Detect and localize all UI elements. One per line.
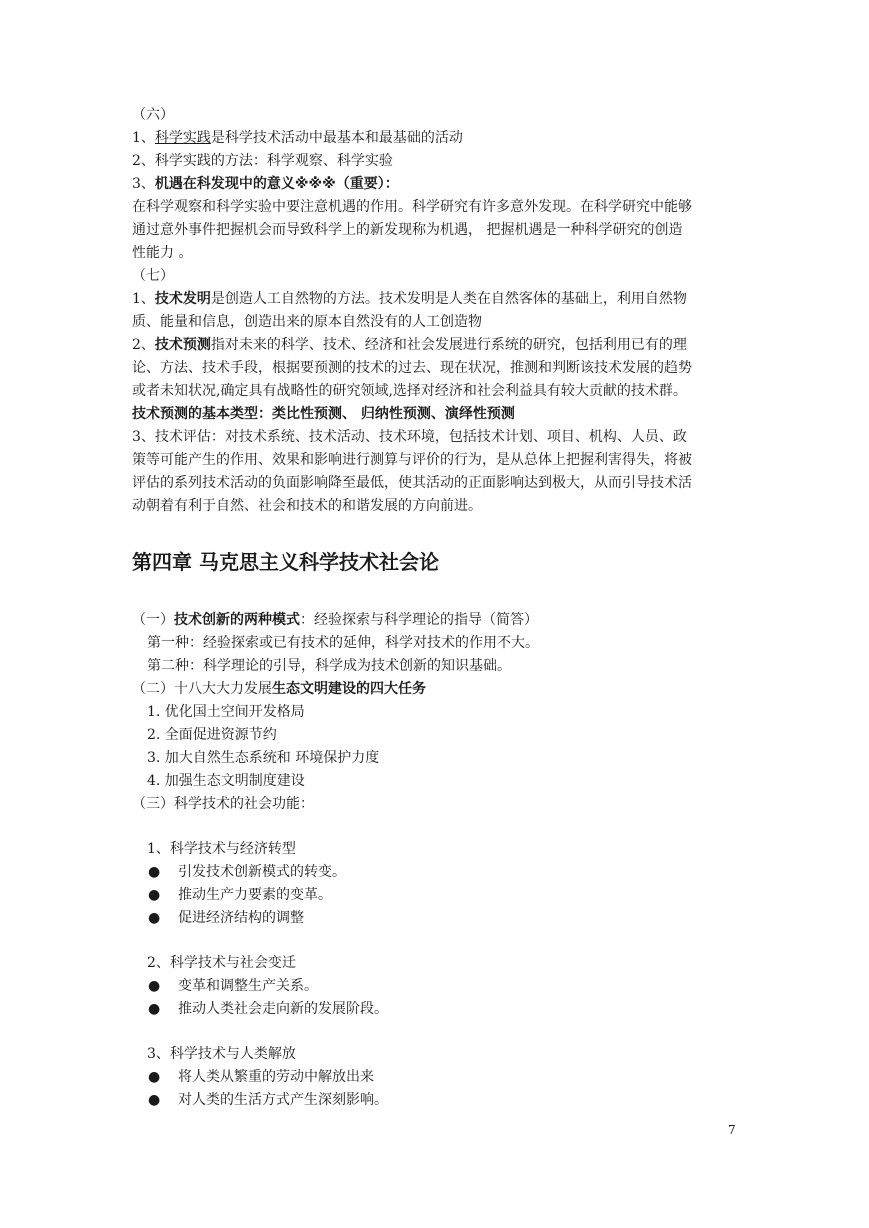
- ch4-section-1-text: ：经验探索与科学理论的指导（简答）: [300, 612, 538, 628]
- sec7-item-1: [132, 288, 742, 310]
- ch4-section-2: [132, 678, 742, 700]
- sec6-item-1-text: 是科学技术活动中最基本和最基础的活动: [210, 130, 463, 146]
- sec7-item-2-line-3: 或者未知状况,确定具有战略性的研究领域,选择对经济和社会利益具有较大贡献的技术群。: [132, 383, 687, 399]
- sec7-item-2-line-2: 论、方法、技术手段，根据要预测的技术的过去、现在状况，推测和判断该技术发展的趋势: [132, 360, 692, 376]
- sec6-item-3: [132, 173, 742, 195]
- innovation-modes-term: 技术创新的两种模式: [174, 612, 300, 628]
- four-tasks-term: 生态文明建设的四大任务: [272, 681, 426, 697]
- task-item: 4. 加强生态文明制度建设: [147, 773, 305, 789]
- function-item: 对人类的生活方式产生深刻影响。: [178, 1092, 388, 1108]
- function-group-3-title: 3、科学技术与人类解放: [147, 1046, 296, 1062]
- function-item: 推动生产力要素的变革。: [178, 887, 332, 903]
- function-item: 引发技术创新模式的转变。: [178, 864, 346, 880]
- tech-forecast-term: 技术预测: [154, 337, 211, 353]
- sec7-item-1-prefix: 1、: [132, 291, 155, 307]
- ch4-section-2-prefix: （二）十八大大力发展: [132, 681, 272, 697]
- sec7-item-1-line-2: 质、能量和信息，创造出来的原本自然没有的人工创造物: [132, 314, 482, 330]
- page-number: 7: [728, 1123, 736, 1137]
- function-item: 将人类从繁重的劳动中解放出来: [178, 1069, 374, 1085]
- section-6-heading: （六）: [132, 107, 174, 123]
- opportunity-paragraph-line-1: 在科学观察和科学实验中要注意机遇的作用。科学研究有许多意外发现。在科学研究中能够: [132, 199, 692, 215]
- mode-1: 第一种：经验探索或已有技术的延伸，科学对技术的作用不大。: [147, 635, 539, 651]
- bullet-icon: ●: [148, 887, 161, 903]
- sec6-item-1-prefix: 1、: [132, 130, 155, 146]
- bullet-icon: ●: [148, 864, 161, 880]
- sec7-item-2-prefix: 2、: [132, 337, 155, 353]
- ch4-section-3: （三）科学技术的社会功能：: [132, 796, 314, 812]
- sec6-item-3-prefix: 3、: [132, 176, 155, 192]
- function-item: 推动人类社会走向新的发展阶段。: [178, 1001, 388, 1017]
- sec7-item-2: [132, 334, 742, 356]
- bullet-icon: ●: [148, 1069, 161, 1085]
- bullet-icon: ●: [148, 978, 161, 994]
- opportunity-paragraph-line-2: 通过意外事件把握机会而导致科学上的新发现称为机遇， 把握机遇是一种科学研究的创造: [132, 222, 683, 238]
- mode-2: 第二种：科学理论的引导，科学成为技术创新的知识基础。: [147, 658, 511, 674]
- task-item: 3. 加大自然生态系统和 环境保护力度: [147, 750, 380, 766]
- forecast-types: 技术预测的基本类型：类比性预测、 归纳性预测、演绎性预测: [132, 406, 515, 422]
- opportunity-paragraph-line-3: 性能力 。: [132, 245, 193, 261]
- science-practice-term: 科学实践: [154, 130, 211, 146]
- bullet-icon: ●: [148, 1001, 161, 1017]
- sec6-item-2: 2、科学实践的方法：科学观察、科学实验: [132, 153, 393, 169]
- sec7-item-2-text: 指对未来的科学、技术、经济和社会发展进行系统的研究，包括利用已有的理: [210, 337, 687, 353]
- function-item: 变革和调整生产关系。: [178, 978, 318, 994]
- tech-assessment-line-3: 评估的系列技术活动的负面影响降至最低，使其活动的正面影响达到极大，从而引导技术活: [132, 475, 692, 491]
- sec6-item-1: [132, 127, 742, 149]
- bullet-icon: ●: [148, 910, 161, 926]
- ch4-section-1-prefix: （一）: [132, 612, 174, 628]
- task-item: 2. 全面促进资源节约: [147, 727, 277, 743]
- function-item: 促进经济结构的调整: [178, 910, 304, 926]
- opportunity-heading: 机遇在科发现中的意义※※※（重要）：: [154, 176, 399, 192]
- tech-invention-term: 技术发明: [154, 291, 211, 307]
- tech-assessment-line-2: 策等可能产生的作用、效果和影响进行测算与评价的行为，是从总体上把握利害得失，将被: [132, 452, 692, 468]
- sec7-item-1-text: 是创造人工自然物的方法。技术发明是人类在自然客体的基础上，利用自然物: [210, 291, 687, 307]
- function-group-2-title: 2、科学技术与社会变迁: [147, 955, 296, 971]
- task-item: 1. 优化国土空间开发格局: [147, 704, 305, 720]
- ch4-section-1: [132, 609, 742, 631]
- section-7-heading: （七）: [132, 268, 174, 284]
- tech-assessment-line-1: 3、技术评估：对技术系统、技术活动、技术环境，包括技术计划、项目、机构、人员、政: [132, 429, 687, 445]
- tech-assessment-line-4: 动朝着有利于自然、社会和技术的和谐发展的方向前进。: [132, 498, 482, 514]
- function-group-1-title: 1、科学技术与经济转型: [147, 841, 296, 857]
- bullet-icon: ●: [148, 1092, 161, 1108]
- chapter-title: 第四章 马克思主义科学技术社会论: [132, 550, 439, 574]
